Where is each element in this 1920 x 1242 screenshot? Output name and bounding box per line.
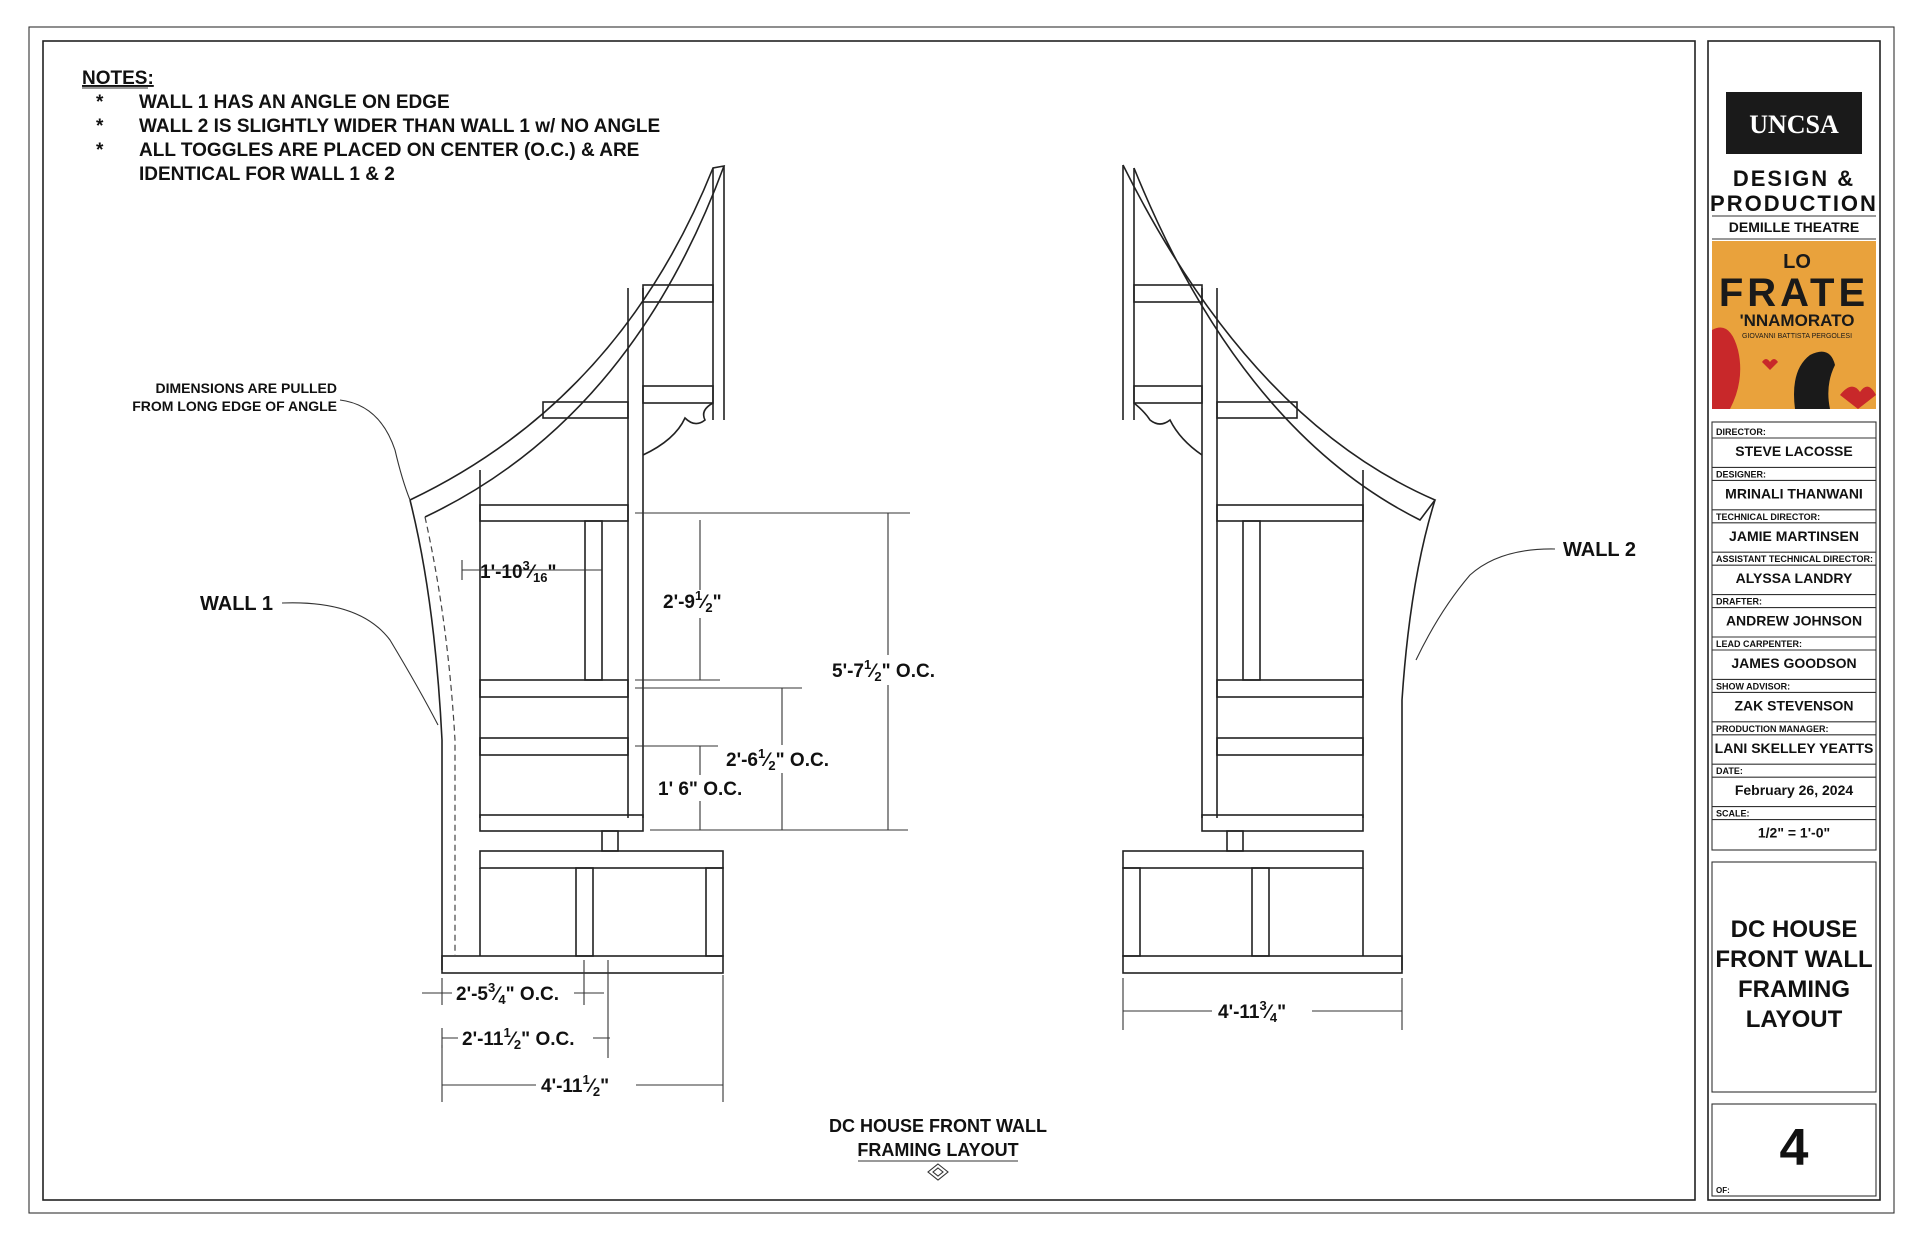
- dim-label-3: $5'-7^1⁄_2$" O.C.: [832, 657, 935, 684]
- wall-2-bracket: [1134, 403, 1202, 455]
- dim-label-4: $2'-6^1⁄_2$" O.C.: [726, 746, 829, 773]
- diamond-icon: [933, 1168, 943, 1176]
- of-label: OF:: [1716, 1186, 1730, 1195]
- wall-1-leader: [282, 603, 438, 725]
- title-block: [1708, 41, 1880, 1200]
- wall-1-label: WALL 1: [200, 593, 273, 615]
- wall-2-callouts: [1416, 539, 1636, 660]
- credit-label: ASSISTANT TECHNICAL DIRECTOR:: [1716, 554, 1874, 565]
- sheet-title-line: LAYOUT: [1745, 1006, 1843, 1033]
- dimensions-leader: [340, 400, 410, 500]
- wall-1-bottom-plate: [442, 956, 723, 973]
- caption-line-1: DC HOUSE FRONT WALL: [829, 1116, 1047, 1136]
- credit-value: 1/2" = 1'-0": [1757, 824, 1831, 841]
- wall-1-base-stile: [706, 868, 723, 956]
- note-item: WALL 2 IS SLIGHTLY WIDER THAN WALL 1 w/ NO ANGLE: [139, 116, 661, 137]
- sheet-number: 4: [1779, 1119, 1809, 1177]
- wall-2-toggle: [1217, 680, 1363, 697]
- wall-1-toggle: [480, 815, 643, 831]
- note-item: IDENTICAL FOR WALL 1 & 2: [139, 164, 395, 185]
- wall-2-toggle: [1217, 505, 1363, 521]
- drawing-caption: [829, 1116, 1047, 1180]
- wall-1-toggle: [543, 402, 628, 418]
- diamond-icon: [928, 1164, 948, 1180]
- credit-label: SCALE:: [1716, 808, 1750, 819]
- credit-value: ALYSSA LANDRY: [1735, 570, 1853, 587]
- dimensions-note-line-2: FROM LONG EDGE OF ANGLE: [132, 398, 337, 414]
- credit-label: DATE:: [1716, 766, 1743, 777]
- wall-2-block: [1227, 831, 1243, 851]
- wall-1-toggle: [480, 505, 628, 521]
- wall-2-bottom-plate: [1123, 956, 1402, 973]
- outer-border: [29, 27, 1894, 1213]
- wall-2-leader: [1416, 549, 1555, 660]
- credit-value: February 26, 2024: [1734, 782, 1854, 799]
- credit-value: ZAK STEVENSON: [1734, 697, 1854, 714]
- wall-2-toggle: [1134, 386, 1202, 403]
- credit-label: TECHNICAL DIRECTOR:: [1716, 511, 1821, 522]
- wall-2-label: WALL 2: [1563, 539, 1636, 561]
- credit-label: PRODUCTION MANAGER:: [1716, 723, 1829, 734]
- wall-2-curved-rail: [1123, 165, 1435, 520]
- note-item: ALL TOGGLES ARE PLACED ON CENTER (O.C.) & ARE: [139, 140, 640, 161]
- credit-label: DRAFTER:: [1716, 596, 1762, 607]
- note-bullet: *: [96, 116, 104, 137]
- wall-2-dimensions: [1123, 978, 1402, 1030]
- wall-1-base-stile: [576, 868, 593, 956]
- poster-composer: GIOVANNI BATTISTA PERGOLESI: [1741, 333, 1853, 340]
- wall-1-nailer: [585, 521, 602, 680]
- dim-label-5: 1' 6" O.C.: [658, 779, 743, 800]
- credit-label: LEAD CARPENTER:: [1716, 639, 1803, 649]
- wall-2-base-stile: [1123, 868, 1140, 956]
- wall-2-right-edge: [1402, 500, 1435, 970]
- wall-2-nailer: [1243, 521, 1260, 680]
- credit-label: SHOW ADVISOR:: [1716, 681, 1791, 692]
- wall-2-toggle: [1217, 738, 1363, 755]
- wall-1-edge-hidden: [425, 517, 455, 955]
- wall-1-toggle: [480, 738, 628, 755]
- credit-value: JAMES GOODSON: [1731, 655, 1857, 671]
- sheet-title-line: FRAMING: [1738, 976, 1850, 1003]
- note-item: WALL 1 HAS AN ANGLE ON EDGE: [139, 92, 450, 113]
- dimensions-note-line-1: DIMENSIONS ARE PULLED: [155, 380, 337, 396]
- wall-1-curved-rail: [410, 166, 724, 517]
- notes-heading: NOTES:: [82, 68, 154, 89]
- uncsa-logo: UNCSA: [1749, 110, 1839, 139]
- credit-value: LANI SKELLEY YEATTS: [1714, 739, 1874, 756]
- credit-label: DIRECTOR:: [1716, 427, 1766, 437]
- credit-value: MRINALI THANWANI: [1725, 485, 1863, 502]
- dim-label-1: $1'-10^3⁄_{16}$": [480, 558, 557, 585]
- wall-1-toggle: [643, 386, 713, 403]
- wall-1-block: [602, 831, 618, 851]
- sheet-title-line: DC HOUSE: [1730, 916, 1858, 943]
- dim-label-2: $2'-9^1⁄_2$": [663, 588, 722, 615]
- wall-1-toggle: [480, 680, 628, 697]
- sheet-title-line: FRONT WALL: [1715, 946, 1873, 973]
- dim-label-8: $4'-11^1⁄_2$": [541, 1072, 610, 1099]
- dim-label-7: $2'-11^1⁄_2$" O.C.: [462, 1025, 575, 1052]
- dim-label-6: $2'-5^3⁄_4$" O.C.: [456, 980, 559, 1007]
- venue-label: DEMILLE THEATRE: [1728, 219, 1860, 235]
- dim-label-9: $4'-11^3⁄_4$": [1218, 998, 1287, 1025]
- dept-line-1: DESIGN &: [1732, 166, 1856, 191]
- wall-1-angled-edge: [410, 500, 442, 970]
- wall-2-base-rail: [1123, 851, 1363, 868]
- note-bullet: *: [96, 140, 104, 161]
- credit-value: STEVE LACOSSE: [1735, 443, 1853, 459]
- poster-title-1: LO: [1783, 251, 1811, 273]
- wall-1-callouts: [132, 380, 438, 725]
- poster-title-2: FRATE: [1718, 271, 1870, 315]
- credit-value: ANDREW JOHNSON: [1725, 612, 1863, 629]
- wall-2-drawing: [1123, 165, 1435, 973]
- caption-line-2: FRAMING LAYOUT: [857, 1140, 1019, 1160]
- dept-line-2: PRODUCTION: [1710, 191, 1878, 216]
- wall-1-toggle: [643, 285, 713, 302]
- credit-value: JAMIE MARTINSEN: [1729, 527, 1859, 544]
- notes-block: [82, 68, 660, 185]
- wall-2-toggle: [1217, 402, 1297, 418]
- credit-rows: [1712, 427, 1876, 841]
- note-bullet: *: [96, 92, 104, 113]
- drawing-border: [43, 41, 1695, 1200]
- credit-label: DESIGNER:: [1716, 469, 1767, 480]
- poster-title-3: 'NNAMORATO: [1739, 311, 1855, 330]
- wall-2-base-stile: [1252, 868, 1269, 956]
- wall-1-dimensions: [422, 513, 948, 1102]
- wall-1-bracket: [643, 403, 713, 455]
- wall-1-base-rail: [480, 851, 723, 868]
- wall-2-toggle: [1202, 815, 1363, 831]
- show-poster: [1712, 241, 1876, 409]
